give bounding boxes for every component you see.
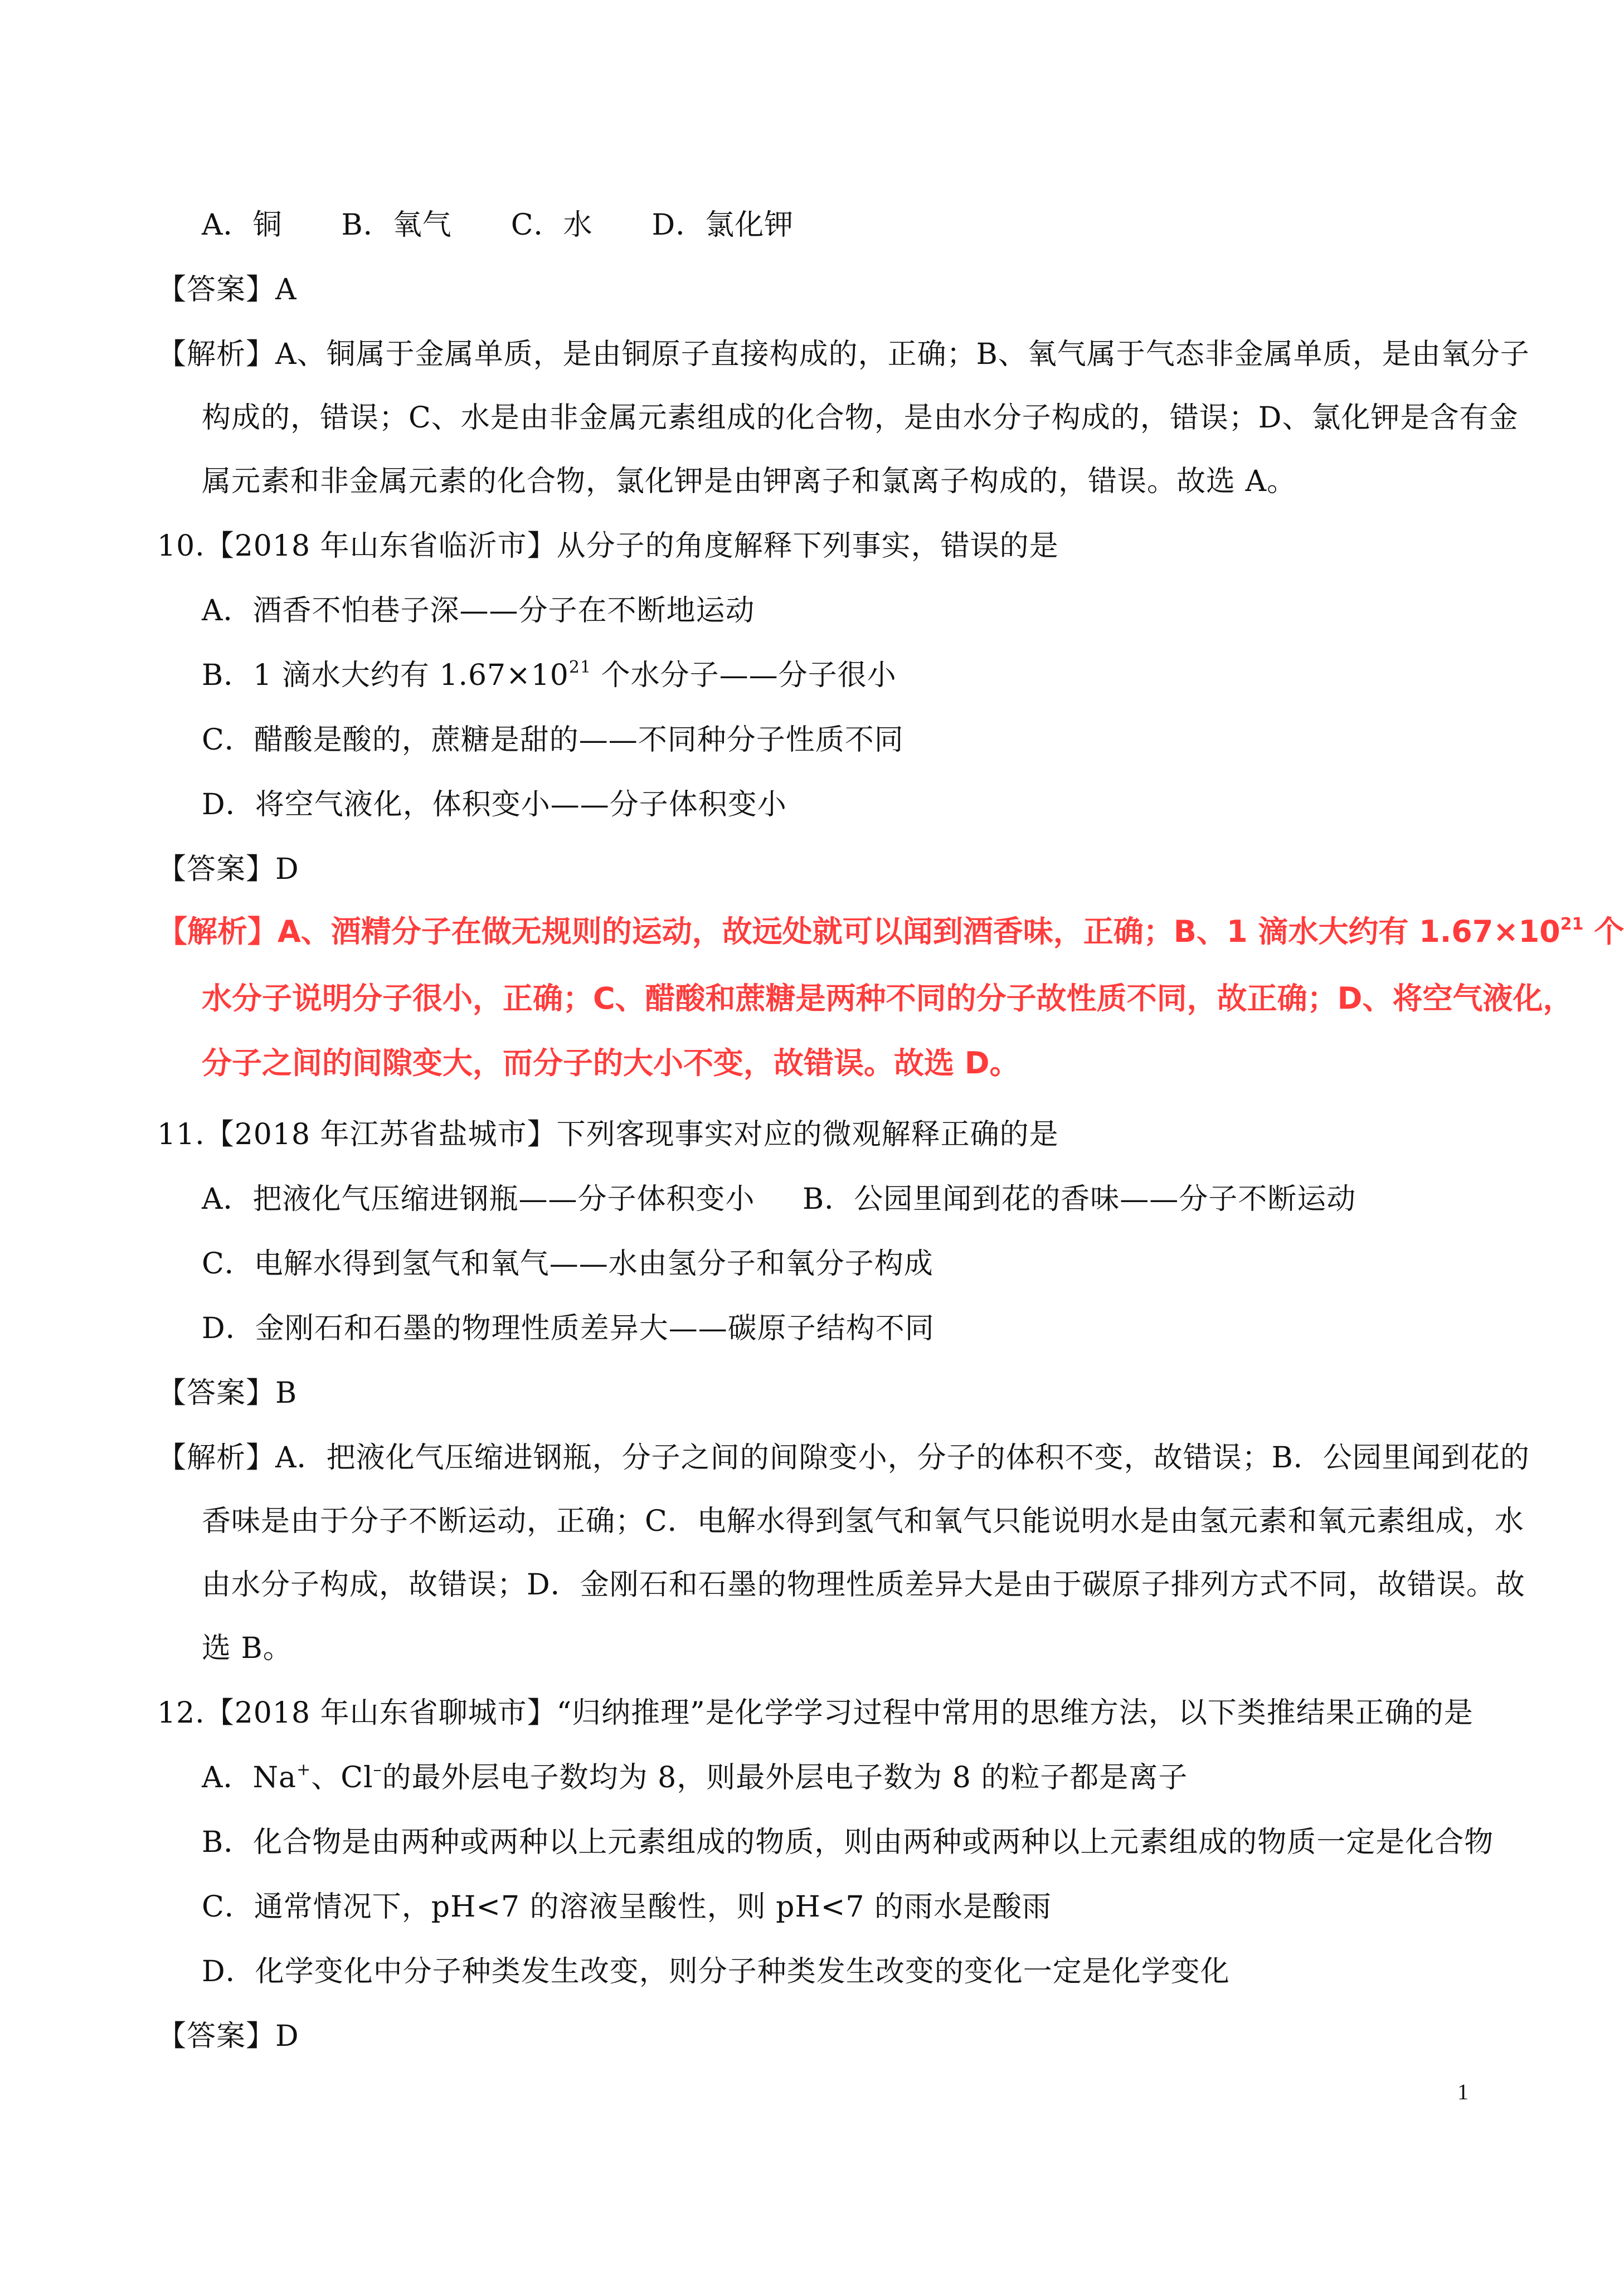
q10-answer: [157, 852, 299, 887]
analysis-text: A、酒精分子在做无规则的运动，故远处就可以闻到酒香味，正确；B、1 滴水大约有 1.67×10: [278, 914, 1560, 949]
q10-stem: 10.【2018 年山东省临沂市】从分子的角度解释下列事实，错误的是: [157, 529, 1059, 563]
q9-answer: [157, 272, 297, 308]
q11-analysis-line-4: 选 B。: [202, 1632, 293, 1665]
q12-option-b: B．化合物是由两种或两种以上元素组成的物质，则由两种或两种以上元素组成的物质一定是化合物: [202, 1826, 1494, 1859]
q9-analysis-line-1: [157, 337, 1530, 372]
answer-tag: 【答案】: [157, 2020, 276, 2053]
option-text: 的最外层电子数均为 8，则最外层电子数为 8 的粒子都是离子: [382, 1761, 1188, 1794]
q12-answer: [157, 2019, 299, 2054]
q10-analysis-line-3: 分子之间的间隙变大，而分子的大小不变，故错误。故选 D。: [202, 1045, 1020, 1081]
q11-analysis-line-1: [157, 1440, 1530, 1476]
q9-analysis-line-3: 属元素和非金属元素的化合物，氯化钾是由钾离子和氯离子构成的，错误。故选 A。: [202, 465, 1297, 498]
q9-analysis-line-2: 构成的，错误；C、水是由非金属元素组成的化合物，是由水分子构成的，错误；D、氯化钾是含有金: [202, 401, 1519, 435]
q12-option-d: D．化学变化中分子种类发生改变，则分子种类发生改变的变化一定是化学变化: [202, 1955, 1230, 1988]
option-text: 个水分子——分子很小: [591, 659, 897, 692]
q12-option-a: [202, 1760, 1188, 1796]
page-number: 1: [1457, 2079, 1469, 2104]
q11-option-c: C．电解水得到氢气和氧气——水由氢分子和氧分子构成: [202, 1247, 933, 1281]
charge-superscript: –: [373, 1760, 382, 1779]
option-text: A．Na: [202, 1761, 297, 1794]
answer-tag: 【答案】: [157, 1377, 276, 1410]
q10-analysis-line-1: [157, 914, 1624, 950]
analysis-tag: 【解析】: [157, 338, 276, 371]
answer-tag: 【答案】: [157, 273, 276, 307]
q9-options: A．铜 B．氧气 C．水 D．氯化钾: [202, 208, 794, 242]
q11-stem: 11.【2018 年江苏省盐城市】下列客现事实对应的微观解释正确的是: [157, 1118, 1059, 1151]
option-text: B．1 滴水大约有 1.67×10: [202, 659, 569, 692]
answer-value: D: [275, 853, 299, 886]
answer-tag: 【答案】: [157, 853, 276, 886]
option-text: 、Cl: [311, 1761, 373, 1794]
q11-option-d: D．金刚石和石墨的物理性质差异大——碳原子结构不同: [202, 1312, 935, 1345]
analysis-text: A．把液化气压缩进钢瓶，分子之间的间隙变小，分子的体积不变，故错误；B．公园里闻到花的: [275, 1441, 1530, 1475]
q12-stem: 12.【2018 年山东省聊城市】“归纳推理”是化学学习过程中常用的思维方法，以下类推结果正确的是: [157, 1696, 1474, 1730]
q10-option-b: [202, 658, 897, 693]
analysis-text: A、铜属于金属单质，是由铜原子直接构成的，正确；B、氧气属于气态非金属单质，是由氧分子: [275, 338, 1530, 371]
q11-analysis-line-3: 由水分子构成，故错误；D．金刚石和石墨的物理性质差异大是由于碳原子排列方式不同，故错误。故: [202, 1568, 1525, 1602]
exponent: 21: [1560, 915, 1584, 934]
q11-answer: [157, 1375, 297, 1411]
analysis-tag: 【解析】: [157, 914, 278, 949]
q11-analysis-line-2: 香味是由于分子不断运动，正确；C．电解水得到氢气和氧气只能说明水是由氢元素和氧元素组成，水: [202, 1505, 1524, 1538]
q10-option-c: C．醋酸是酸的，蔗糖是甜的——不同种分子性质不同: [202, 723, 904, 757]
charge-superscript: +: [296, 1760, 312, 1779]
q11-option-a: A．把液化气压缩进钢瓶——分子体积变小: [202, 1183, 755, 1216]
q10-option-d: D．将空气液化，体积变小——分子体积变小: [202, 788, 787, 821]
q12-option-c: C．通常情况下，pH<7 的溶液呈酸性，则 pH<7 的雨水是酸雨: [202, 1890, 1052, 1924]
exponent: 21: [568, 658, 592, 677]
q11-option-b: B．公园里闻到花的香味——分子不断运动: [803, 1183, 1356, 1216]
analysis-text: 个: [1583, 914, 1624, 949]
q10-option-a: A．酒香不怕巷子深——分子在不断地运动: [202, 594, 755, 628]
analysis-tag: 【解析】: [157, 1441, 276, 1475]
answer-value: D: [275, 2020, 299, 2053]
answer-value: B: [275, 1377, 298, 1410]
q10-analysis-line-2: 水分子说明分子很小，正确；C、醋酸和蔗糖是两种不同的分子故性质不同，故正确；D、将空气液化，: [202, 981, 1573, 1016]
answer-value: A: [275, 273, 297, 307]
